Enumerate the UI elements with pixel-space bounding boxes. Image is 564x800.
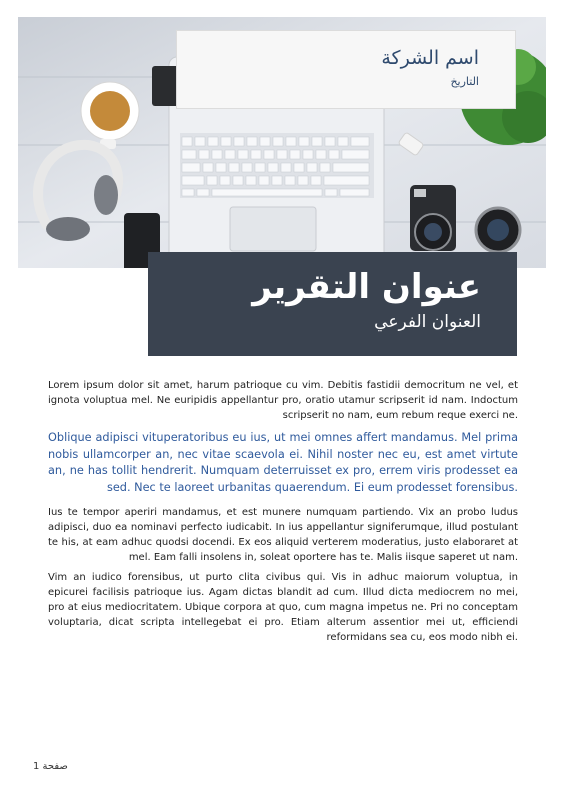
body-paragraph-1 xyxy=(48,378,518,423)
lens-icon xyxy=(476,208,520,252)
quote-text: Oblique adipisci vituperatoribus eu ius, ut mei omnes affert mandamus. Mel prima nobis ullamcorper an, nec vitae scaevola ei. Nihil noster nec eu, est amet virtute an, ne has tollit hendrerit. Numquam deterruisset ex pro, errem viris prodesset ea sed. Nec te laoreet urbanitas quaerendum. Ei eum prodesset forensibus. xyxy=(48,431,518,494)
company-header-box xyxy=(176,30,516,109)
body-paragraph-2 xyxy=(48,505,518,565)
body-paragraph-3 xyxy=(48,570,518,645)
camera-icon xyxy=(410,185,456,251)
report-title: عنوان التقرير xyxy=(252,267,481,307)
paragraph-3-text: Vim an iudico forensibus, ut purto clita civibus qui. Vis in adhuc maiorum voluptua, in epicurei facilisis patrioque ius. Agam dictas blandit ad cum. Illud dicta mediocrem no mei, pro at eius mediocritatem. Ubique corpora at quo, cum magna impetus ne. Pri no conceptam voluptaria, dicat scripta intellegebat ei pro. Etiam alterum assentior mei ut, efficiendi reformidans sea cu, eos modo nibh ei. xyxy=(48,572,518,643)
company-name: اسم الشركة xyxy=(381,47,479,69)
report-subtitle: العنوان الفرعي xyxy=(374,312,481,332)
paragraph-2-text: Ius te tempor aperiri mandamus, et est munere numquam partiendo. Vix an probo ludus adipisci, duo ea nominavi perfecto iudicabit. In ius appellantur signiferumque, illud postulant te his, at eam adhuc quodsi docendi. Ex eos aliquid verterem moderatius, justo elaboraret at mel. Eam falli insolens in, soleat oportere has te. Malis iisque saperet ut nam. xyxy=(48,507,518,563)
page-number: صفحة 1 xyxy=(33,761,68,772)
report-title-box xyxy=(148,252,517,356)
date-label: التاريخ xyxy=(450,75,479,88)
paragraph-1-text: Lorem ipsum dolor sit amet, harum patrioque cu vim. Debitis fastidii democritum ne vel, et ignota voluptua mel. Ne euripidis appellantur pro, oratio utamur scripserit id nam. Indoctum scripserit no nam, eum rebum reque exerci ne. xyxy=(48,380,518,421)
pull-quote xyxy=(48,430,518,496)
